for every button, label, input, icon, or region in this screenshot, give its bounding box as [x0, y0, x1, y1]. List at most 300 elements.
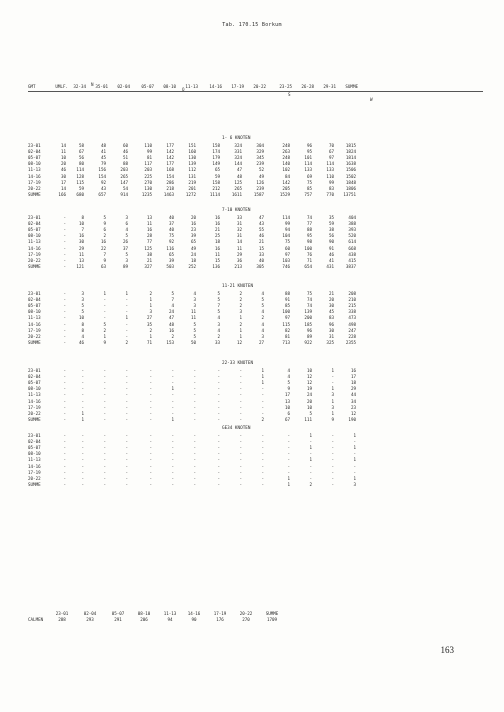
table-cell: 13 — [146, 215, 152, 220]
table-cell: - — [331, 380, 334, 386]
table-cell: 104 — [282, 233, 290, 239]
calmen-value: 270 — [242, 617, 250, 622]
table-cell: 746 — [282, 263, 290, 269]
table-cell: 338 — [348, 309, 356, 315]
table-cell: 125 — [144, 245, 152, 251]
table-cell: 329 — [256, 149, 264, 155]
table-cell: 922 — [304, 339, 312, 345]
table-cell: 2 — [217, 333, 220, 339]
table-cell: - — [125, 303, 128, 309]
table-cell: 100 — [304, 245, 312, 251]
table-cell: 3 — [331, 392, 334, 398]
table-cell: - — [171, 481, 174, 487]
table-cell: 83 — [328, 315, 334, 321]
table-cell: - — [125, 404, 128, 410]
table-cell: 31 — [236, 221, 242, 227]
table-cell: - — [193, 386, 196, 392]
table-cell: - — [149, 475, 152, 481]
table-cell: - — [125, 469, 128, 475]
column-header: 35-01 — [95, 84, 108, 89]
table-cell: - — [261, 392, 264, 398]
table-cell: - — [125, 386, 128, 392]
table-cell: - — [261, 475, 264, 481]
table-cell: 20 — [190, 215, 196, 220]
table-cell: - — [287, 463, 290, 469]
table-cell: 324 — [234, 143, 242, 148]
table-cell: 102 — [282, 167, 290, 173]
table-cell: 69 — [306, 173, 312, 179]
column-header: 08-10 — [163, 84, 176, 89]
table-cell: - — [193, 410, 196, 416]
table-cell: - — [193, 445, 196, 451]
table-cell: 3 — [81, 297, 84, 303]
table-cell: 24 — [190, 251, 196, 257]
table-cell: - — [309, 451, 312, 457]
table-cell: - — [125, 398, 128, 404]
row-label: 08-10 — [28, 161, 41, 167]
table-cell: - — [217, 445, 220, 451]
table-cell: 29 — [78, 245, 84, 251]
table-cell: 22 — [100, 245, 106, 251]
table-cell: 2 — [103, 233, 106, 239]
table-cell: 203 — [120, 167, 128, 173]
table-cell: 41 — [100, 149, 106, 155]
table-cell: 28 — [146, 233, 152, 239]
table-cell: 1235 — [141, 191, 152, 197]
table-cell: 1 — [149, 303, 152, 309]
table-cell: - — [193, 433, 196, 438]
table-cell: - — [217, 374, 220, 380]
table-cell: 12 — [236, 339, 242, 345]
table-cell: - — [81, 469, 84, 475]
table-cell: - — [63, 221, 66, 227]
table-cell: 39 — [190, 233, 196, 239]
table-cell: - — [217, 404, 220, 410]
table-cell: - — [63, 245, 66, 251]
table-cell: 74 — [306, 303, 312, 309]
table-cell: - — [239, 368, 242, 373]
table-cell: 12 — [306, 380, 312, 386]
row-label: 23-01 — [28, 433, 41, 438]
table-cell: 142 — [166, 155, 174, 161]
table-cell: 304 — [256, 143, 264, 148]
table-cell: 21 — [214, 227, 220, 233]
table-cell: - — [125, 327, 128, 333]
table-cell: - — [309, 469, 312, 475]
table-cell: 215 — [348, 303, 356, 309]
row-label: 17-19 — [28, 327, 41, 333]
table-cell: - — [193, 392, 196, 398]
table-cell: 10 — [78, 315, 84, 321]
table-cell: - — [63, 233, 66, 239]
table-cell: 1272 — [185, 191, 196, 197]
table-cell: 2 — [239, 321, 242, 327]
calmen-column-header: 05-07 — [111, 611, 125, 616]
table-title: Tab. 170.15 Borkum — [222, 22, 282, 28]
table-cell: 177 — [166, 161, 174, 167]
table-cell: 37 — [122, 245, 128, 251]
table-cell: 75 — [306, 291, 312, 296]
table-cell: 9 — [103, 221, 106, 227]
table-cell: 4 — [261, 321, 264, 327]
table-cell: - — [193, 475, 196, 481]
table-cell: 46 — [258, 233, 264, 239]
table-cell: 15 — [258, 245, 264, 251]
table-cell: 248 — [282, 143, 290, 148]
table-cell: 1 — [125, 315, 128, 321]
calmen-label: CALMEN — [28, 617, 44, 622]
table-cell: 1 — [353, 457, 356, 463]
table-cell: 27 — [146, 315, 152, 321]
table-cell: 40 — [168, 215, 174, 220]
table-cell: 27 — [258, 339, 264, 345]
table-cell: 153 — [166, 339, 174, 345]
table-cell: 67 — [328, 149, 334, 155]
table-cell: 4 — [261, 309, 264, 315]
table-cell: 88 — [284, 291, 290, 296]
row-label: 14-16 — [28, 321, 41, 327]
table-cell: 324 — [234, 155, 242, 161]
table-cell: - — [63, 374, 66, 380]
table-cell: 219 — [188, 179, 196, 185]
table-cell: 59 — [78, 185, 84, 191]
table-cell: 239 — [256, 161, 264, 167]
table-cell: - — [193, 416, 196, 422]
table-cell: 265 — [120, 173, 128, 179]
table-cell: 17 — [284, 392, 290, 398]
table-cell: 11 — [78, 251, 84, 257]
table-cell: 7 — [103, 251, 106, 257]
table-cell: - — [353, 463, 356, 469]
table-cell: - — [125, 481, 128, 487]
row-label: 02-04 — [28, 221, 41, 227]
header-rule — [28, 91, 483, 92]
table-cell: 2 — [149, 327, 152, 333]
table-cell: - — [103, 392, 106, 398]
table-cell: - — [103, 469, 106, 475]
table-cell: 89 — [122, 263, 128, 269]
table-cell: 4 — [171, 303, 174, 309]
table-cell: 21 — [146, 257, 152, 263]
table-cell: - — [331, 463, 334, 469]
table-cell: - — [149, 481, 152, 487]
table-cell: - — [103, 368, 106, 373]
table-cell: 11 — [190, 309, 196, 315]
table-cell: 60 — [284, 245, 290, 251]
column-header: UMLF. — [55, 84, 68, 89]
table-cell: 60 — [122, 143, 128, 148]
table-cell: - — [193, 469, 196, 475]
table-cell: 83 — [328, 185, 334, 191]
table-cell: - — [81, 404, 84, 410]
table-cell: 4 — [287, 374, 290, 380]
table-cell: - — [125, 457, 128, 463]
table-cell: 5 — [103, 215, 106, 220]
table-cell: - — [63, 392, 66, 398]
table-cell: 331 — [234, 149, 242, 155]
table-cell: 8 — [81, 321, 84, 327]
table-cell: 24 — [306, 392, 312, 398]
table-cell: 16 — [190, 221, 196, 227]
table-cell: 38 — [328, 227, 334, 233]
table-cell: - — [63, 327, 66, 333]
table-cell: 54 — [122, 185, 128, 191]
table-cell: - — [63, 333, 66, 339]
table-cell: 30 — [60, 173, 66, 179]
table-cell: 3837 — [345, 263, 356, 269]
calmen-value: 293 — [86, 617, 94, 622]
row-label: 20-22 — [28, 475, 41, 481]
table-cell: - — [149, 368, 152, 373]
table-cell: - — [309, 475, 312, 481]
row-label: 02-04 — [28, 374, 41, 380]
table-cell: 1 — [287, 475, 290, 481]
table-cell: 47 — [168, 315, 174, 321]
row-label: 17-19 — [28, 251, 41, 257]
table-cell: 1806 — [345, 185, 356, 191]
table-cell: 179 — [212, 155, 220, 161]
table-cell: 50 — [190, 339, 196, 345]
table-cell: - — [63, 410, 66, 416]
table-cell: 404 — [348, 215, 356, 220]
table-cell: 4 — [125, 227, 128, 233]
table-cell: 76 — [306, 251, 312, 257]
table-cell: 210 — [348, 297, 356, 303]
table-cell: - — [125, 475, 128, 481]
table-cell: - — [193, 457, 196, 463]
table-cell: - — [103, 374, 106, 380]
table-cell: 49 — [258, 173, 264, 179]
table-cell: 3 — [331, 404, 334, 410]
table-cell: 55 — [258, 227, 264, 233]
table-cell: 99 — [328, 179, 334, 185]
row-label: 20-22 — [28, 257, 41, 263]
table-cell: 99 — [146, 149, 152, 155]
table-cell: - — [353, 451, 356, 457]
table-cell: - — [149, 380, 152, 386]
table-cell: - — [217, 410, 220, 416]
table-cell: - — [309, 463, 312, 469]
calmen-value: 291 — [114, 617, 122, 622]
table-cell: 263 — [282, 149, 290, 155]
table-cell: - — [63, 321, 66, 327]
table-cell: 1 — [149, 333, 152, 339]
table-cell: 3 — [217, 321, 220, 327]
table-cell: - — [63, 380, 66, 386]
table-cell: 9 — [103, 339, 106, 345]
table-cell: - — [217, 481, 220, 487]
table-cell: 7 — [217, 303, 220, 309]
table-cell: 2 — [239, 297, 242, 303]
row-label: SUMME — [28, 339, 41, 345]
table-cell: - — [125, 368, 128, 373]
table-cell: - — [103, 457, 106, 463]
table-cell: 46 — [328, 251, 334, 257]
table-cell: 166 — [58, 191, 66, 197]
table-cell: 44 — [350, 392, 356, 398]
table-cell: 3 — [261, 333, 264, 339]
table-cell: - — [239, 451, 242, 457]
table-cell: - — [125, 433, 128, 438]
table-cell: 2 — [103, 327, 106, 333]
table-cell: - — [149, 398, 152, 404]
table-cell: 40 — [258, 257, 264, 263]
table-cell: 139 — [304, 309, 312, 315]
table-cell: - — [261, 463, 264, 469]
table-cell: 3 — [353, 481, 356, 487]
table-cell: - — [149, 457, 152, 463]
table-cell: - — [193, 380, 196, 386]
table-cell: 5 — [81, 303, 84, 309]
table-cell: 95 — [306, 233, 312, 239]
table-cell: - — [81, 380, 84, 386]
table-cell: 4 — [217, 315, 220, 321]
table-cell: - — [103, 297, 106, 303]
table-cell: 4 — [81, 333, 84, 339]
table-cell: - — [171, 463, 174, 469]
table-cell: - — [261, 445, 264, 451]
table-cell: - — [193, 374, 196, 380]
table-cell: 46 — [78, 339, 84, 345]
table-cell: 228 — [348, 333, 356, 339]
table-cell: 205 — [282, 185, 290, 191]
table-cell: 431 — [326, 263, 334, 269]
table-cell: 1 — [261, 368, 264, 373]
table-cell: - — [63, 227, 66, 233]
table-cell: 11 — [190, 315, 196, 321]
table-cell: 218 — [166, 185, 174, 191]
table-cell: 248 — [282, 155, 290, 161]
table-cell: 92 — [168, 239, 174, 245]
table-cell: 201 — [188, 185, 196, 191]
table-cell: 48 — [168, 321, 174, 327]
table-cell: 5 — [309, 410, 312, 416]
table-cell: - — [171, 439, 174, 445]
table-cell: - — [149, 445, 152, 451]
table-cell: 12 — [306, 374, 312, 380]
table-cell: - — [103, 433, 106, 438]
table-cell: 30 — [328, 303, 334, 309]
table-cell: 114 — [76, 167, 84, 173]
table-cell: 914 — [120, 191, 128, 197]
table-cell: - — [239, 398, 242, 404]
table-cell: - — [63, 469, 66, 475]
table-cell: 47 — [258, 215, 264, 220]
table-cell: 8 — [81, 327, 84, 333]
table-cell: 97 — [284, 315, 290, 321]
table-cell: 1502 — [345, 173, 356, 179]
table-cell: 9 — [103, 257, 106, 263]
table-cell: - — [193, 463, 196, 469]
table-cell: 6 — [125, 221, 128, 227]
table-cell: 5 — [261, 303, 264, 309]
table-cell: 14 — [60, 185, 66, 191]
calmen-column-header: 14-16 — [187, 611, 201, 616]
table-cell: 101 — [304, 155, 312, 161]
table-cell: 99 — [284, 221, 290, 227]
table-cell: - — [239, 392, 242, 398]
table-cell: 10 — [306, 368, 312, 373]
table-cell: - — [217, 368, 220, 373]
table-cell: - — [193, 398, 196, 404]
table-cell: 96 — [306, 143, 312, 148]
table-cell: - — [103, 386, 106, 392]
table-cell: - — [125, 439, 128, 445]
table-cell: 65 — [214, 167, 220, 173]
table-cell: - — [149, 386, 152, 392]
table-cell: - — [63, 398, 66, 404]
table-cell: 21 — [328, 291, 334, 296]
table-cell: 142 — [166, 149, 174, 155]
table-cell: 5 — [261, 297, 264, 303]
table-cell: 19 — [306, 386, 312, 392]
table-cell: 74 — [306, 215, 312, 220]
table-cell: - — [239, 463, 242, 469]
table-cell: 30 — [78, 239, 84, 245]
table-cell: 154 — [98, 173, 106, 179]
table-cell: - — [63, 439, 66, 445]
table-cell: 713 — [282, 339, 290, 345]
calmen-column-header: 23-01 — [55, 611, 69, 616]
table-cell: - — [331, 481, 334, 487]
table-cell: 203 — [144, 167, 152, 173]
table-cell: - — [81, 457, 84, 463]
table-cell: - — [261, 469, 264, 475]
table-cell: - — [81, 368, 84, 373]
table-cell: 89 — [306, 333, 312, 339]
table-cell: - — [239, 481, 242, 487]
table-cell: 520 — [348, 233, 356, 239]
compass-s: S — [288, 92, 291, 97]
table-cell: 1 — [309, 457, 312, 463]
table-cell: 1 — [171, 416, 174, 422]
table-cell: 18 — [190, 257, 196, 263]
table-cell: 160 — [188, 149, 196, 155]
table-cell: 14 — [60, 143, 66, 148]
table-cell: 1 — [125, 291, 128, 296]
table-cell: 85 — [284, 303, 290, 309]
table-cell: 6 — [103, 227, 106, 233]
table-cell: 286 — [166, 179, 174, 185]
table-cell: 3 — [193, 303, 196, 309]
table-cell: 91 — [284, 297, 290, 303]
table-cell: - — [331, 451, 334, 457]
column-header: 32-34 — [73, 84, 86, 89]
table-cell: 208 — [348, 291, 356, 296]
compass-n: N — [91, 82, 94, 87]
table-cell: 43 — [100, 185, 106, 191]
calmen-value: 288 — [58, 617, 66, 622]
table-cell: - — [171, 469, 174, 475]
row-label: 11-13 — [28, 239, 41, 245]
section-title: 22-33 KNOTEN — [222, 361, 254, 366]
table-cell: 8 — [81, 215, 84, 220]
table-cell: 97 — [284, 251, 290, 257]
table-cell: - — [287, 451, 290, 457]
row-label: 08-10 — [28, 233, 41, 239]
row-label: 11-13 — [28, 392, 41, 398]
table-cell: - — [217, 392, 220, 398]
table-cell: 126 — [256, 179, 264, 185]
table-cell: 35 — [328, 215, 334, 220]
table-cell: 125 — [234, 179, 242, 185]
table-cell: - — [63, 315, 66, 321]
table-cell: 91 — [328, 245, 334, 251]
table-cell: 10 — [284, 404, 290, 410]
table-cell: - — [63, 416, 66, 422]
table-cell: 133 — [304, 167, 312, 173]
table-cell: 96 — [306, 327, 312, 333]
